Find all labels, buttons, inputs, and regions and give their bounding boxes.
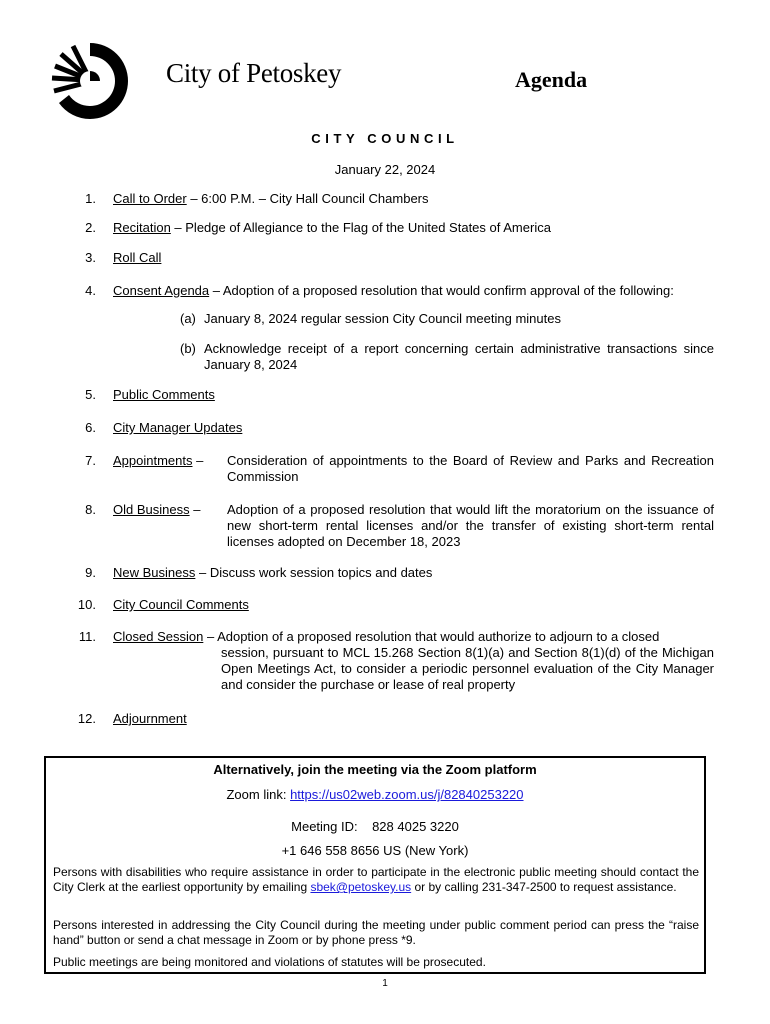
item-number: 10. bbox=[77, 597, 96, 612]
subitem-text: January 8, 2024 regular session City Council meeting minutes bbox=[204, 311, 561, 326]
phone-number: +1 646 558 8656 US (New York) bbox=[281, 843, 469, 858]
meeting-id-label: Meeting ID: bbox=[291, 819, 358, 834]
item-number: 9. bbox=[85, 565, 96, 580]
item-text: – Adoption of a proposed resolution that would confirm approval of the following: bbox=[209, 283, 674, 298]
page-number: 1 bbox=[382, 978, 388, 989]
item-text-continued: session, pursuant to MCL 15.268 Section 8(1)(a) and Section 8(1)(d) of the Michigan Open Meetings Act, to consider a periodic personnel evaluation of the City Manager and consider the purchase or lease of real property bbox=[221, 645, 714, 692]
accessibility-text-end: or by calling 231-347-2500 to request assistance. bbox=[411, 880, 677, 894]
item-number: 4. bbox=[85, 283, 96, 298]
item-separator: – bbox=[192, 453, 204, 468]
item-number: 1. bbox=[85, 191, 96, 206]
item-link-adjournment[interactable]: Adjournment bbox=[113, 711, 187, 726]
item-number: 2. bbox=[85, 220, 96, 235]
accessibility-text: Persons with disabilities who require assistance in order to participate in the electronic public meeting should contact the City Clerk at the earliest opportunity by emailing bbox=[53, 865, 699, 894]
item-link-appointments[interactable]: Appointments bbox=[113, 453, 193, 468]
item-link-recitation[interactable]: Recitation bbox=[113, 220, 171, 235]
item-text: Consideration of appointments to the Board of Review and Parks and Recreation Commission bbox=[227, 453, 714, 484]
subitem-text: Acknowledge receipt of a report concerning certain administrative transactions since January 8, 2024 bbox=[204, 341, 714, 372]
item-link-city-council-comments[interactable]: City Council Comments bbox=[113, 597, 249, 612]
zoom-link[interactable]: https://us02web.zoom.us/j/82840253220 bbox=[290, 787, 524, 802]
item-text: – Pledge of Allegiance to the Flag of the United States of America bbox=[170, 220, 551, 235]
item-text: – 6:00 P.M. – City Hall Council Chambers bbox=[186, 191, 429, 206]
item-text: – Discuss work session topics and dates bbox=[195, 565, 433, 580]
monitoring-warning: Public meetings are being monitored and violations of statutes will be prosecuted. bbox=[53, 955, 486, 969]
meeting-date: January 22, 2024 bbox=[334, 162, 436, 177]
item-text: – Adoption of a proposed resolution that would authorize to adjourn to a closed bbox=[203, 629, 660, 644]
item-text: Adoption of a proposed resolution that would lift the moratorium on the issuance of new short-term rental licenses and/or the transfer of existing short-term rental licenses adopted on December 18, 2023 bbox=[227, 502, 714, 549]
item-number: 11. bbox=[78, 629, 96, 644]
item-link-roll-call[interactable]: Roll Call bbox=[113, 250, 162, 265]
item-number: 7. bbox=[85, 453, 96, 468]
item-number: 3. bbox=[85, 250, 96, 265]
item-number: 12. bbox=[77, 711, 96, 726]
document-type-heading: Agenda bbox=[515, 67, 588, 92]
item-link-old-business[interactable]: Old Business bbox=[113, 502, 190, 517]
item-link-new-business[interactable]: New Business bbox=[113, 565, 196, 580]
item-number: 5. bbox=[85, 387, 96, 402]
item-number: 8. bbox=[85, 502, 96, 517]
city-sun-logo bbox=[49, 40, 131, 122]
meeting-id-value: 828 4025 3220 bbox=[372, 819, 459, 834]
item-separator: – bbox=[189, 502, 201, 517]
zoom-box-title: Alternatively, join the meeting via the Zoom platform bbox=[213, 762, 537, 777]
meeting-id-line bbox=[46, 819, 704, 834]
item-number: 6. bbox=[85, 420, 96, 435]
item-link-city-manager-updates[interactable]: City Manager Updates bbox=[113, 420, 243, 435]
city-name: City of Petoskey bbox=[166, 58, 342, 88]
subitem-label: (b) bbox=[180, 341, 196, 356]
accessibility-notice bbox=[53, 865, 699, 895]
zoom-info-box bbox=[44, 756, 706, 974]
item-link-consent-agenda[interactable]: Consent Agenda bbox=[113, 283, 210, 298]
page-title: CITY COUNCIL bbox=[311, 131, 459, 146]
item-link-call-to-order[interactable]: Call to Order bbox=[113, 191, 187, 206]
public-comment-notice: Persons interested in addressing the City Council during the meeting under public comment period can press the “raise hand” button or send a chat message in Zoom or by phone press *9. bbox=[53, 918, 699, 947]
zoom-link-line bbox=[46, 787, 704, 802]
zoom-link-label: Zoom link: bbox=[226, 787, 291, 802]
subitem-label: (a) bbox=[180, 311, 196, 326]
item-link-closed-session[interactable]: Closed Session bbox=[113, 629, 204, 644]
item-link-public-comments[interactable]: Public Comments bbox=[113, 387, 215, 402]
clerk-email-link[interactable]: sbek@petoskey.us bbox=[310, 880, 412, 894]
